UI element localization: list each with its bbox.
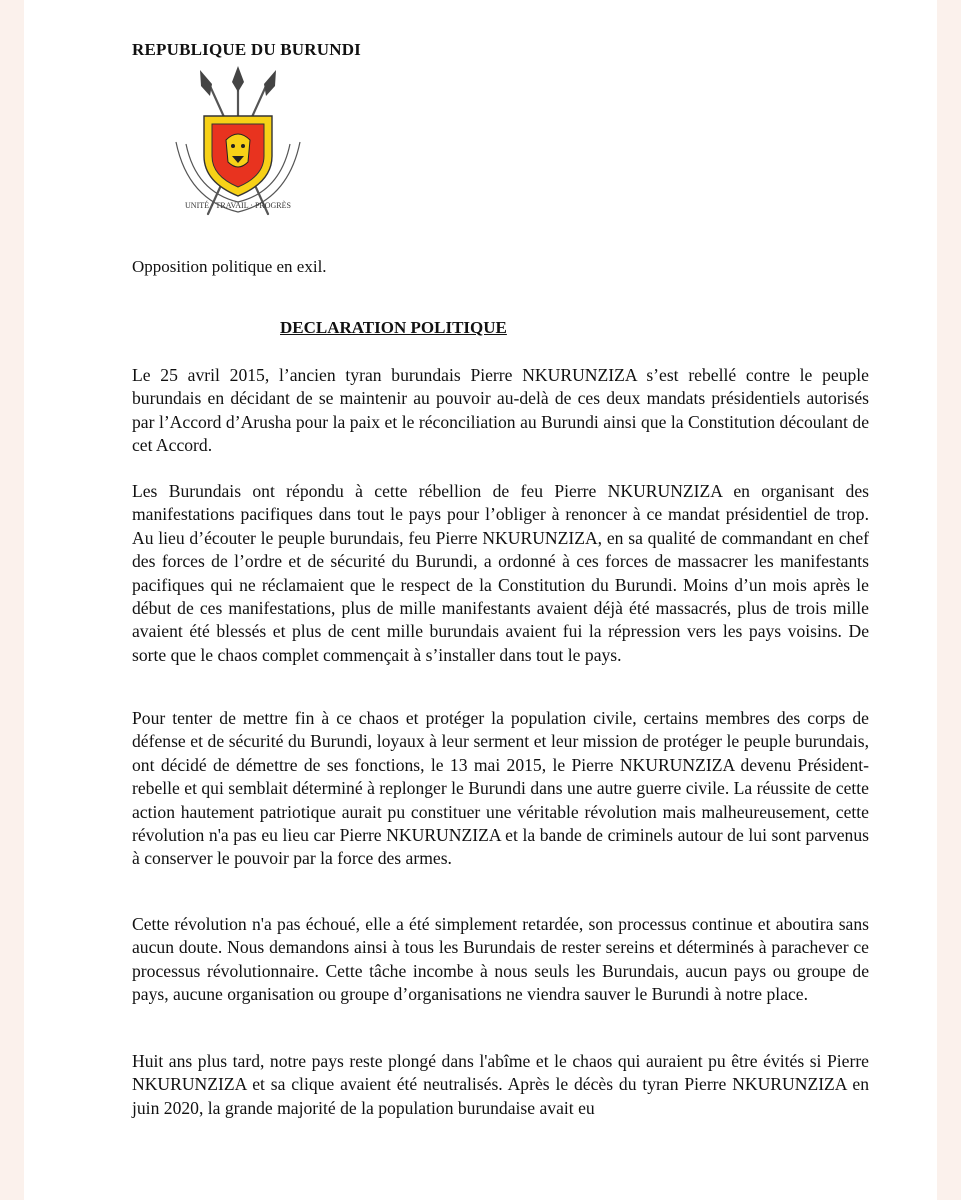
emblem-motto: UNITÉ · TRAVAIL · PROGRÈS xyxy=(185,201,291,210)
body-paragraph: Cette révolution n'a pas échoué, elle a été simplement retardée, son processus continue et aboutira sans aucun doute. Nous demandons ainsi à tous les Burundais de rester sereins et déterminés à parachever ce processus révolutionnaire. Cette tâche incombe à nous seuls les Burundais, aucun pays ou groupe de pays, aucune organisation ou groupe d’organisations ne viendra sauver le Burundi à notre place. xyxy=(132,914,869,1005)
body-paragraph: Les Burundais ont répondu à cette rébellion de feu Pierre NKURUNZIZA en organisant des manifestations pacifiques dans tout le pays pour l’obliger à renoncer à ce mandat présidentiel de trop. Au lieu d’écouter le peuple burundais, feu Pierre NKURUNZIZA, en sa qualité de commandant en chef des forces de l’ordre et de sécurité du Burundi, a ordonné à ces forces de massacrer les manifestants pacifiques qui ne réclamaient que le respect de la Constitution du Burundi. Moins d’un mois après le début de ces manifestations, plus de mille manifestants avaient déjà été massacrés, plus de trois mille avaient été blessés et plus de cent mille burundais avaient fui la répression vers les pays voisins. De sorte que le chaos complet commençait à s’installer dans tout le pays. xyxy=(132,481,869,665)
declaration-title: DECLARATION POLITIQUE xyxy=(280,318,507,337)
document-page xyxy=(24,0,937,1200)
organization-subtitle: Opposition politique en exil. xyxy=(132,257,327,276)
coat-of-arms-icon xyxy=(170,64,306,228)
body-paragraph: Pour tenter de mettre fin à ce chaos et protéger la population civile, certains membres des corps de défense et de sécurité du Burundi, loyaux à leur serment et leur mission de protéger le peuple burundais, ont décidé de démettre de ses fonctions, le 13 mai 2015, le Pierre NKURUNZIZA devenu Président-rebelle et qui semblait déterminé à replonger le Burundi dans une autre guerre civile. La réussite de cette action hautement patriotique aurait pu constituer une véritable révolution mais malheureusement, cette révolution n'a pas eu lieu car Pierre NKURUNZIZA et la bande de criminels autour de lui sont parvenus à conserver le pouvoir par la force des armes. xyxy=(132,708,869,869)
body-paragraph: Huit ans plus tard, notre pays reste plongé dans l'abîme et le chaos qui auraient pu être évités si Pierre NKURUNZIZA et sa clique avaient été neutralisés. Après le décès du tyran Pierre NKURUNZIZA en juin 2020, la grande majorité de la population burundaise avait eu xyxy=(132,1051,869,1118)
country-title: REPUBLIQUE DU BURUNDI xyxy=(132,40,362,59)
body-paragraph: Le 25 avril 2015, l’ancien tyran burundais Pierre NKURUNZIZA s’est rebellé contre le peuple burundais en décidant de se maintenir au pouvoir au-delà de ces deux mandats présidentiels autorisés par l’Accord d’Arusha pour la paix et le réconciliation au Burundi ainsi que la Constitution découlant de cet Accord. xyxy=(132,365,869,456)
